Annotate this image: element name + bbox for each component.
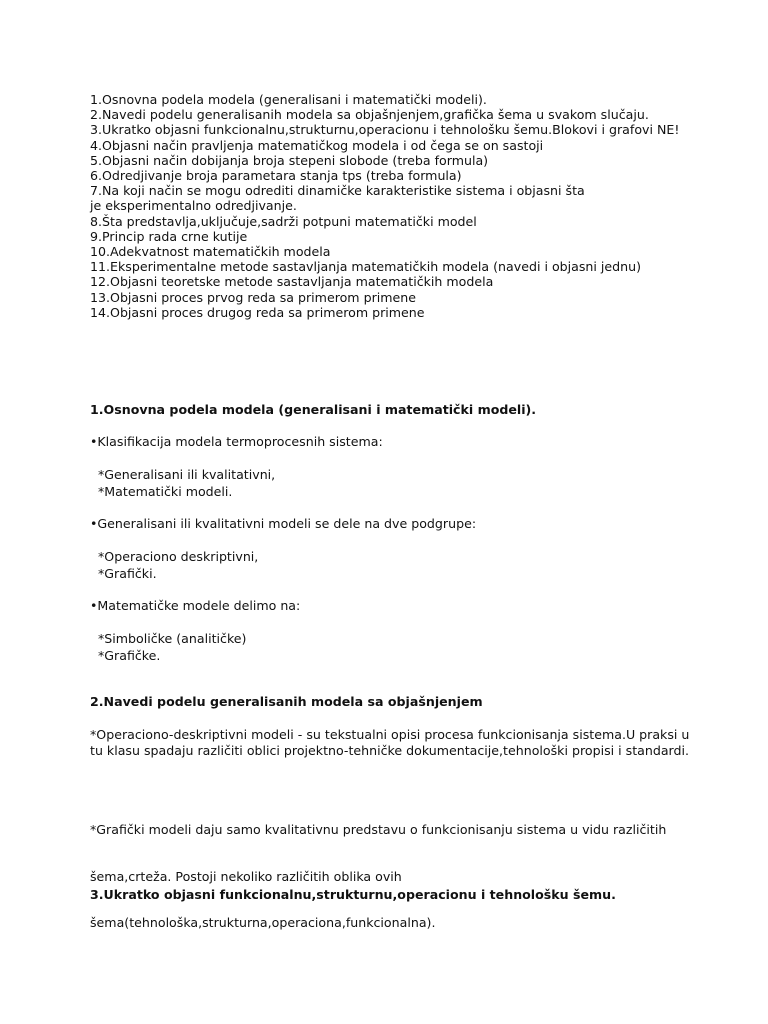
question-item-5: 5.Objasni način dobijanja broja stepeni slobode (treba formula) <box>90 152 489 168</box>
section-2-heading: 2.Navedi podelu generalisanih modela sa objašnjenjem <box>90 694 483 709</box>
question-item-2: 2.Navedi podelu generalisanih modela sa objašnjenjem,grafička šema u svakom slučaju. <box>90 107 649 123</box>
question-item-3: 3.Ukratko objasni funkcionalnu,strukturnu,operacionu i tehnološku šemu.Blokovi i grafovi NE! <box>90 122 680 138</box>
section-1 <box>90 402 700 418</box>
question-item-10: 10.Adekvatnost matematičkih modela <box>90 244 331 260</box>
paragraph-line: šema,crteža. Postoji nekoliko različitih oblika ovih <box>90 868 402 884</box>
section-1-bullet-1: •Klasifikacija modela termoprocesnih sistema: <box>90 434 383 449</box>
paragraph-line: *Grafički modeli daju samo kvalitativnu predstavu o funkcionisanju sistema u vidu različitih <box>90 822 667 837</box>
paragraph-line: šema(tehnološka,strukturna,operaciona,funkcionalna). <box>90 915 436 930</box>
list-item: *Matematički modeli. <box>98 483 233 499</box>
section-1-list-1 <box>90 467 708 500</box>
list-item: *Grafičke. <box>98 647 161 663</box>
question-item-13: 13.Objasni proces prvog reda sa primerom primene <box>90 289 416 305</box>
section-1-list-2 <box>90 549 708 582</box>
question-item-8: 8.Šta predstavlja,uključuje,sadrži potpuni matematički model <box>90 213 477 229</box>
question-item-1: 1.Osnovna podela modela (generalisani i matematički modeli). <box>90 92 487 107</box>
section-1-heading: 1.Osnovna podela modela (generalisani i matematički modeli). <box>90 402 537 417</box>
list-item: *Operaciono deskriptivni, <box>98 549 259 564</box>
question-item-9: 9.Princip rada crne kutije <box>90 228 248 244</box>
list-item: *Grafički. <box>98 565 157 581</box>
question-item-7: 7.Na koji način se mogu odrediti dinamičke karakteristike sistema i objasni šta je eksperimentalno odredjivanje. <box>90 183 589 214</box>
section-1-bullet-2: •Generalisani ili kvalitativni modeli se dele na dve podgrupe: <box>90 516 477 531</box>
section-3-heading: 3.Ukratko objasni funkcionalnu,strukturnu,operacionu i tehnološku šemu. <box>90 887 616 902</box>
question-item-14: 14.Objasni proces drugog reda sa primerom primene <box>90 304 425 320</box>
section-2-paragraph-2 <box>90 791 700 962</box>
list-item: *Generalisani ili kvalitativni, <box>98 467 276 482</box>
section-1-bullet-3: •Matematičke modele delimo na: <box>90 598 301 613</box>
list-item: *Simboličke (analitičke) <box>98 631 247 646</box>
section-1-list-3 <box>90 631 708 664</box>
question-list <box>90 92 730 320</box>
question-item-4: 4.Objasni način pravljenja matematičkog modela i od čega se on sastoji <box>90 137 544 153</box>
question-item-11: 11.Eksperimentalne metode sastavljanja matematičkih modela (navedi i objasni jednu) <box>90 259 642 275</box>
question-item-6: 6.Odredjivanje broja parametara stanja tps (treba formula) <box>90 168 462 184</box>
section-2-paragraph-1: *Operaciono-deskriptivni modeli - su tekstualni opisi procesa funkcionisanja sistema.U praksi u tu klasu spadaju različiti oblici projektno-tehničke dokumentacije,tehnološki propisi i standardi. <box>90 727 694 758</box>
question-item-12: 12.Objasni teoretske metode sastavljanja matematičkih modela <box>90 274 494 290</box>
